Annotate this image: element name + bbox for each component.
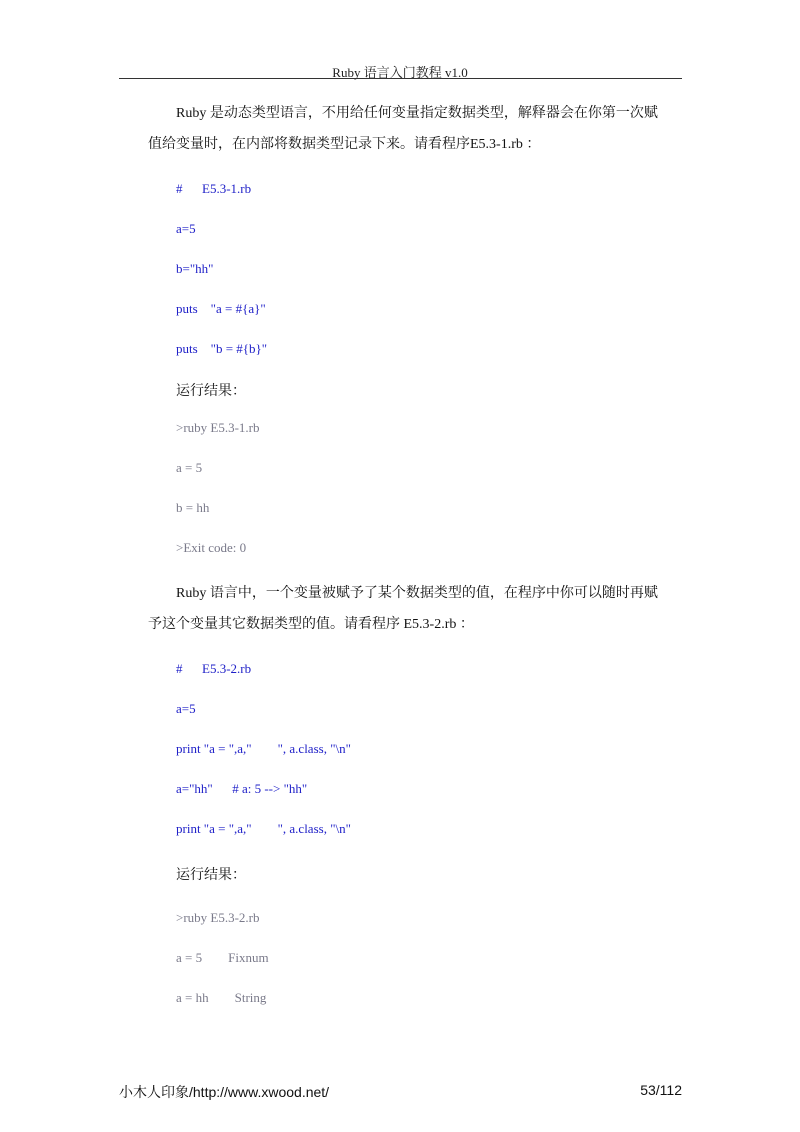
paragraph-intro: Ruby 是动态类型语言，不用给任何变量指定数据类型，解释器会在你第一次赋值给变量时，在内部将数据类型记录下来。请看程序E5.3-1.rb ： (148, 106, 658, 152)
paragraph-reassign: Ruby 语言中，一个变量被赋予了某个数据类型的值，在程序中你可以随时再赋予这个变量其它数据类型的值。请看程序 E5.3-2.rb ： (148, 586, 658, 632)
code-line: print "a = ",a," ", a.class, "\n" (176, 821, 351, 836)
header-divider (119, 78, 682, 79)
code-line: # E5.3-1.rb (176, 181, 252, 196)
code-line: puts "b = #{b}" (176, 341, 268, 356)
footer-site: 小木人印象/http://www.xwood.net/ (119, 1084, 330, 1100)
header-title: Ruby 语言入门教程 v1.0 (332, 65, 468, 80)
output-line: a = 5 Fixnum (176, 950, 269, 965)
output-line: a = hh String (176, 990, 267, 1005)
result-label: 运行结果： (176, 868, 246, 883)
output-line: >ruby E5.3-1.rb (176, 420, 260, 435)
code-line: print "a = ",a," ", a.class, "\n" (176, 741, 351, 756)
page-number: 53/112 (640, 1082, 682, 1098)
code-line: puts "a = #{a}" (176, 301, 266, 316)
code-line: a=5 (176, 701, 196, 716)
code-line: # E5.3-2.rb (176, 661, 252, 676)
code-line: a=5 (176, 221, 196, 236)
code-line: b="hh" (176, 261, 214, 276)
output-line: b = hh (176, 500, 210, 515)
output-line: >ruby E5.3-2.rb (176, 910, 260, 925)
output-line: >Exit code: 0 (176, 540, 247, 555)
output-line: a = 5 (176, 460, 203, 475)
result-label: 运行结果： (176, 384, 246, 399)
code-line: a="hh" # a: 5 --> "hh" (176, 781, 308, 796)
